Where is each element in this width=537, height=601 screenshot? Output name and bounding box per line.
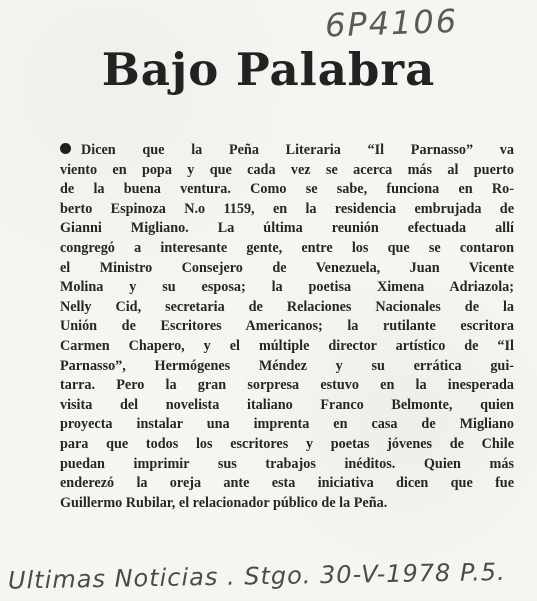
article-line: Unión de Escritores Americanos; la rutilante escritora: [60, 318, 514, 335]
bullet-icon: [60, 143, 71, 154]
handwritten-archive-code: 6P4106: [324, 1, 459, 45]
article-line-text: Dicen que la Peña Literaria “Il Parnasso” va: [81, 142, 514, 158]
article-line: tarra. Pero la gran sorpresa estuvo en la inesperada: [60, 377, 514, 394]
article-line: [60, 141, 514, 161]
article-body: [60, 141, 514, 541]
article-line: Molina y su esposa; la poetisa Ximena Adriazola;: [60, 279, 514, 296]
article-line: congregó a interesante gente, entre los que se contaron: [60, 239, 514, 256]
article-line: de la buena ventura. Como se sabe, funciona en Ro-: [60, 181, 514, 198]
handwritten-source-note: Ultimas Noticias . Stgo. 30-V-1978 P.5.: [7, 557, 506, 595]
article-line: Carmen Chapero, y el múltiple director artístico de “Il: [60, 337, 514, 354]
article-line: Parnasso”, Hermógenes Méndez y su errática gui-: [60, 357, 514, 374]
article-line: el Ministro Consejero de Venezuela, Juan Vicente: [60, 259, 514, 276]
article-line: visita del novelista italiano Franco Belmonte, quien: [60, 396, 514, 413]
article-line: enderezó la oreja ante esta iniciativa dicen que fue: [60, 475, 514, 492]
article-line: Guillermo Rubilar, el relacionador público de la Peña.: [60, 494, 388, 511]
article-line: proyecta instalar una imprenta en casa de Migliano: [60, 416, 514, 433]
headline: Bajo Palabra: [101, 43, 436, 96]
article-line: Nelly Cid, secretaria de Relaciones Nacionales de la: [60, 298, 514, 315]
article-line: puedan imprimir sus trabajos inéditos. Quien más: [60, 455, 514, 472]
article-line: para que todos los escritores y poetas jóvenes de Chile: [60, 435, 514, 452]
article-line: berto Espinoza N.o 1159, en la residencia embrujada de: [60, 200, 514, 217]
article-line: viento en popa y que cada vez se acerca más al puerto: [60, 161, 514, 178]
article-line: Gianni Migliano. La última reunión efectuada allí: [60, 220, 514, 237]
